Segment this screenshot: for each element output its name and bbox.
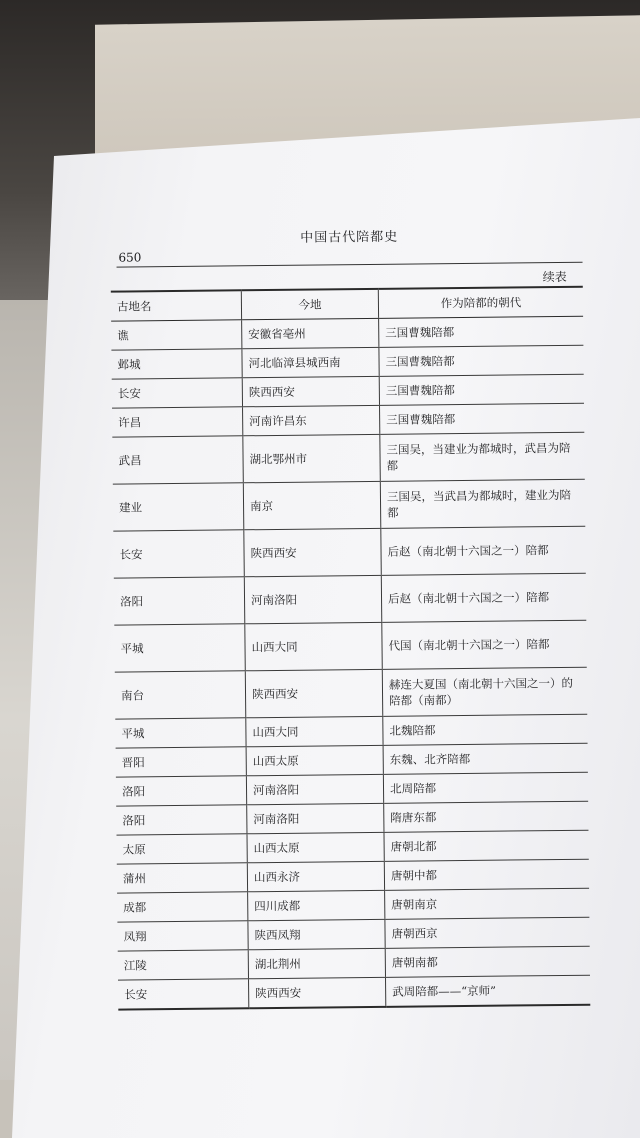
ancient-name-cell: 长安: [113, 530, 244, 578]
header-rule: [117, 262, 583, 268]
dynasty-cell: 唐朝南京: [385, 888, 590, 919]
dynasty-cell: 唐朝北都: [384, 830, 589, 861]
modern-place-cell: 山西太原: [246, 745, 383, 775]
continued-label: 续表: [542, 269, 567, 285]
table-row: [112, 432, 584, 484]
ancient-name-cell: 南台: [115, 671, 246, 719]
table-row: [114, 573, 586, 625]
ancient-name-cell: 洛阳: [116, 776, 247, 806]
ancient-name-cell: 凤翔: [117, 921, 248, 951]
dynasty-cell: 赫连大夏国（南北朝十六国之一）的陪都（南都）: [382, 667, 587, 716]
modern-place-cell: 湖北荆州: [248, 948, 385, 978]
modern-place-cell: 南京: [243, 481, 380, 529]
table-body: [111, 316, 590, 1009]
ancient-name-cell: 洛阳: [114, 577, 245, 625]
ancient-name-cell: 长安: [118, 979, 249, 1010]
modern-place-cell: 山西大同: [246, 716, 383, 746]
modern-place-cell: 陕西西安: [249, 977, 386, 1008]
ancient-name-cell: 蒲州: [117, 863, 248, 893]
ancient-name-cell: 洛阳: [116, 805, 247, 835]
ancient-name-cell: 平城: [115, 718, 246, 748]
modern-place-cell: 陕西西安: [244, 528, 381, 576]
modern-place-cell: 山西太原: [247, 832, 384, 862]
ancient-name-cell: 建业: [113, 483, 244, 531]
dynasty-cell: 三国吴，当武昌为都城时，建业为陪都: [380, 479, 585, 528]
ancient-name-cell: 江陵: [118, 950, 249, 980]
ancient-name-cell: 谯: [111, 320, 242, 350]
dynasty-cell: 后赵（南北朝十六国之一）陪都: [381, 573, 586, 622]
header-ancient-name: 古地名: [111, 290, 242, 321]
modern-place-cell: 河南洛阳: [247, 803, 384, 833]
modern-place-cell: 安徽省亳州: [242, 318, 379, 348]
ancient-name-cell: 晋阳: [116, 747, 247, 777]
table-row: [113, 479, 585, 531]
modern-place-cell: 山西永济: [247, 861, 384, 891]
dynasty-cell: 三国曹魏陪都: [379, 345, 584, 376]
dynasty-cell: 三国曹魏陪都: [379, 316, 584, 347]
dynasty-cell: 三国曹魏陪都: [380, 403, 585, 434]
page-number: 650: [118, 250, 142, 265]
dynasty-cell: 后赵（南北朝十六国之一）陪都: [381, 526, 586, 575]
ancient-name-cell: 长安: [112, 378, 243, 408]
modern-place-cell: 河南许昌东: [243, 405, 380, 435]
modern-place-cell: 山西大同: [245, 622, 382, 670]
dynasty-cell: 武周陪都——“京师”: [385, 975, 590, 1007]
book-page: [80, 210, 594, 1015]
dynasty-cell: 三国吴，当建业为都城时，武昌为陪都: [380, 432, 585, 481]
capitals-table: [111, 286, 591, 1011]
ancient-name-cell: 武昌: [112, 436, 243, 484]
dynasty-cell: 隋唐东都: [384, 801, 589, 832]
header-modern-place: 今地: [241, 289, 378, 320]
modern-place-cell: 河北临漳县城西南: [242, 347, 379, 377]
modern-place-cell: 河南洛阳: [244, 575, 381, 623]
table-row: [114, 620, 586, 672]
dynasty-cell: 北周陪都: [383, 772, 588, 803]
dynasty-cell: 唐朝西京: [385, 917, 590, 948]
table-row: [115, 667, 587, 719]
table-row: [113, 526, 585, 578]
modern-place-cell: 湖北鄂州市: [243, 434, 380, 482]
ancient-name-cell: 许昌: [112, 407, 243, 437]
header-dynasty: 作为陪都的朝代: [378, 287, 583, 319]
modern-place-cell: 陕西西安: [242, 376, 379, 406]
dynasty-cell: 代国（南北朝十六国之一）陪都: [382, 620, 587, 669]
modern-place-cell: 河南洛阳: [246, 774, 383, 804]
table-row: [118, 975, 590, 1009]
dynasty-cell: 东魏、北齐陪都: [383, 743, 588, 774]
dynasty-cell: 北魏陪都: [383, 714, 588, 745]
dynasty-cell: 唐朝南都: [385, 946, 590, 977]
modern-place-cell: 陕西凤翔: [248, 919, 385, 949]
ancient-name-cell: 太原: [116, 834, 247, 864]
modern-place-cell: 陕西西安: [245, 669, 382, 717]
book-title: 中国古代陪都史: [300, 229, 399, 246]
ancient-name-cell: 平城: [114, 624, 245, 672]
running-head: [80, 224, 586, 265]
ancient-name-cell: 成都: [117, 892, 248, 922]
dynasty-cell: 三国曹魏陪都: [379, 374, 584, 405]
dynasty-cell: 唐朝中都: [384, 859, 589, 890]
ancient-name-cell: 邺城: [111, 349, 242, 379]
modern-place-cell: 四川成都: [248, 890, 385, 920]
